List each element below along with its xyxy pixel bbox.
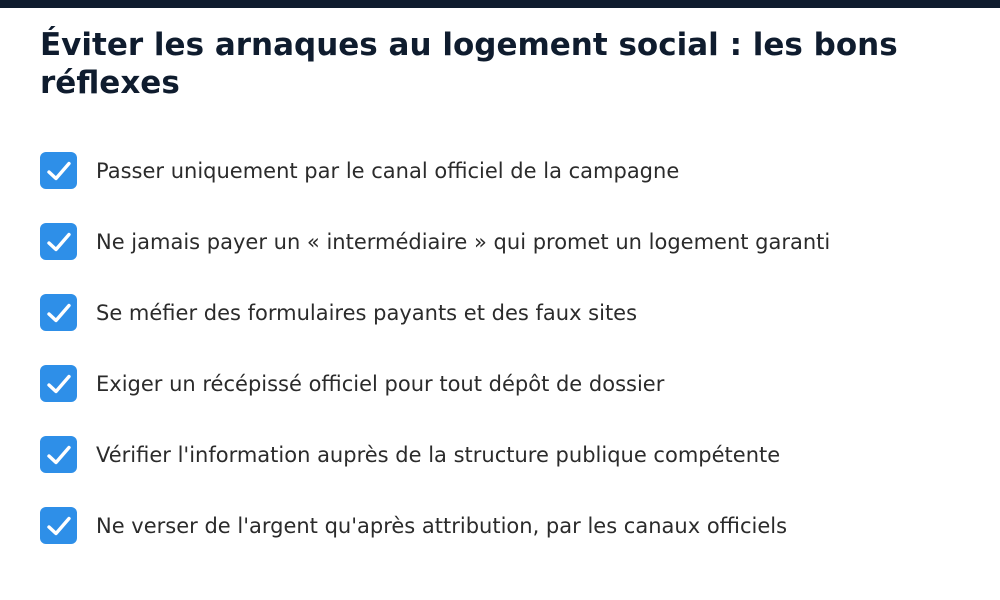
top-bar [0,0,1000,8]
checkbox[interactable] [40,365,77,402]
checklist-item-label: Ne verser de l'argent qu'après attribution, par les canaux officiels [96,513,788,538]
checklist-item [40,507,960,544]
checkmark-icon [46,160,72,182]
checklist [40,152,960,578]
checklist-item-label: Ne jamais payer un « intermédiaire » qui promet un logement garanti [96,229,831,254]
checkmark-icon [46,302,72,324]
checkbox[interactable] [40,436,77,473]
checkmark-icon [46,515,72,537]
checkmark-icon [46,444,72,466]
checkbox[interactable] [40,223,77,260]
checkbox[interactable] [40,294,77,331]
checklist-item-label: Exiger un récépissé officiel pour tout dépôt de dossier [96,371,665,396]
checklist-item [40,152,960,189]
checkmark-icon [46,231,72,253]
checkbox[interactable] [40,152,77,189]
checklist-item [40,436,960,473]
checkmark-icon [46,373,72,395]
checklist-item-label: Passer uniquement par le canal officiel de la campagne [96,158,680,183]
checkbox[interactable] [40,507,77,544]
checklist-item [40,294,960,331]
checklist-item [40,223,960,260]
checklist-item-label: Vérifier l'information auprès de la structure publique compétente [96,442,781,467]
checklist-item [40,365,960,402]
page-title: Éviter les arnaques au logement social : les bons réflexes [40,27,898,101]
checklist-item-label: Se méfier des formulaires payants et des faux sites [96,300,638,325]
